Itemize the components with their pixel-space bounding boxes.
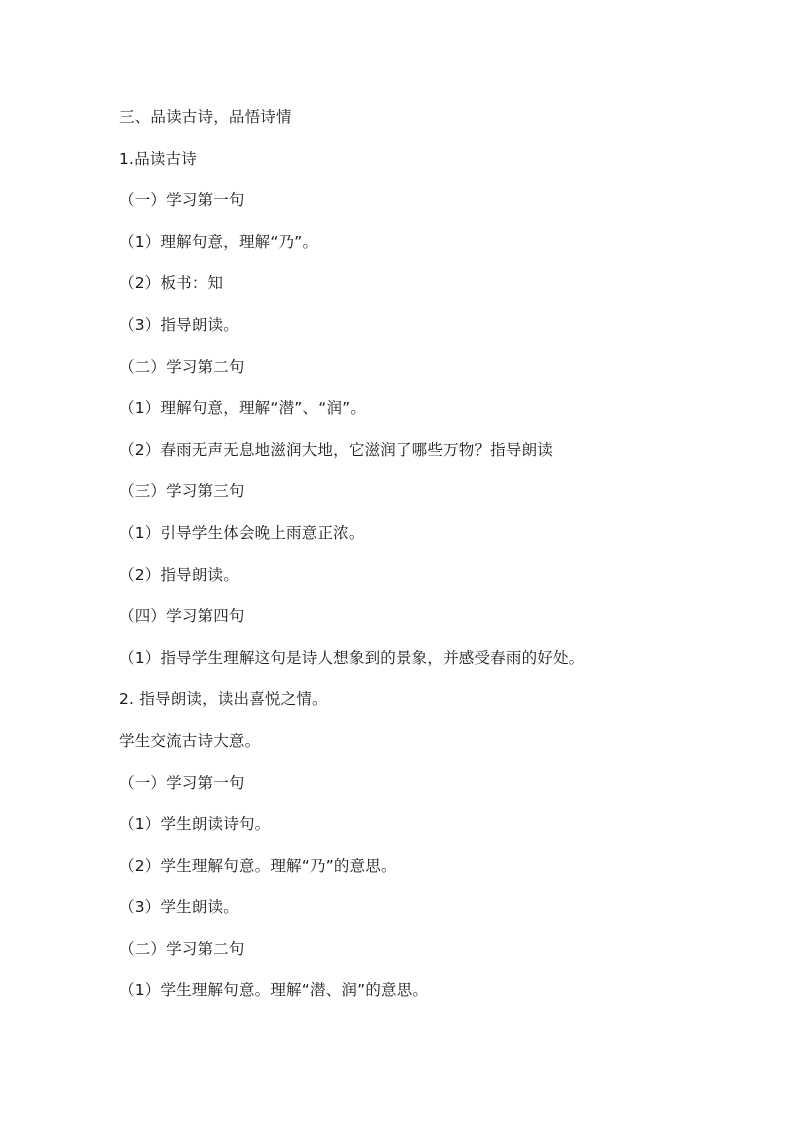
- document-body: [119, 103, 719, 1018]
- list-item: （1）指导学生理解这句是诗人想象到的景象，并感受春雨的好处。: [119, 648, 585, 667]
- list-item: （2）指导朗读。: [119, 565, 239, 584]
- list-item: （1）理解句意，理解“乃”。: [119, 232, 319, 251]
- subsection-heading: 1.品读古诗: [119, 149, 197, 168]
- list-item: （2）春雨无声无息地滋润大地，它滋润了哪些万物？指导朗读: [119, 440, 553, 459]
- list-item: （1）学生理解句意。理解“潜、润”的意思。: [119, 981, 429, 1000]
- part-heading: （一）学习第一句: [119, 191, 245, 210]
- part-heading: （三）学习第三句: [119, 482, 245, 501]
- list-item: （1）学生朗读诗句。: [119, 815, 271, 834]
- subsection-heading: 2. 指导朗读，读出喜悦之情。: [119, 690, 328, 709]
- list-item: （3）学生朗读。: [119, 898, 239, 917]
- list-item: （3）指导朗读。: [119, 315, 239, 334]
- list-item: （1）理解句意，理解“潜”、“润”。: [119, 399, 367, 418]
- part-heading: （一）学习第一句: [119, 773, 245, 792]
- paragraph: 学生交流古诗大意。: [119, 731, 261, 750]
- part-heading: （二）学习第二句: [119, 357, 245, 376]
- part-heading: （二）学习第二句: [119, 939, 245, 958]
- list-item: （2）板书：知: [119, 274, 224, 293]
- part-heading: （四）学习第四句: [119, 607, 245, 626]
- section-heading: 三、品读古诗，品悟诗情: [119, 108, 292, 126]
- list-item: （2）学生理解句意。理解“乃”的意思。: [119, 856, 397, 875]
- list-item: （1）引导学生体会晚上雨意正浓。: [119, 523, 365, 542]
